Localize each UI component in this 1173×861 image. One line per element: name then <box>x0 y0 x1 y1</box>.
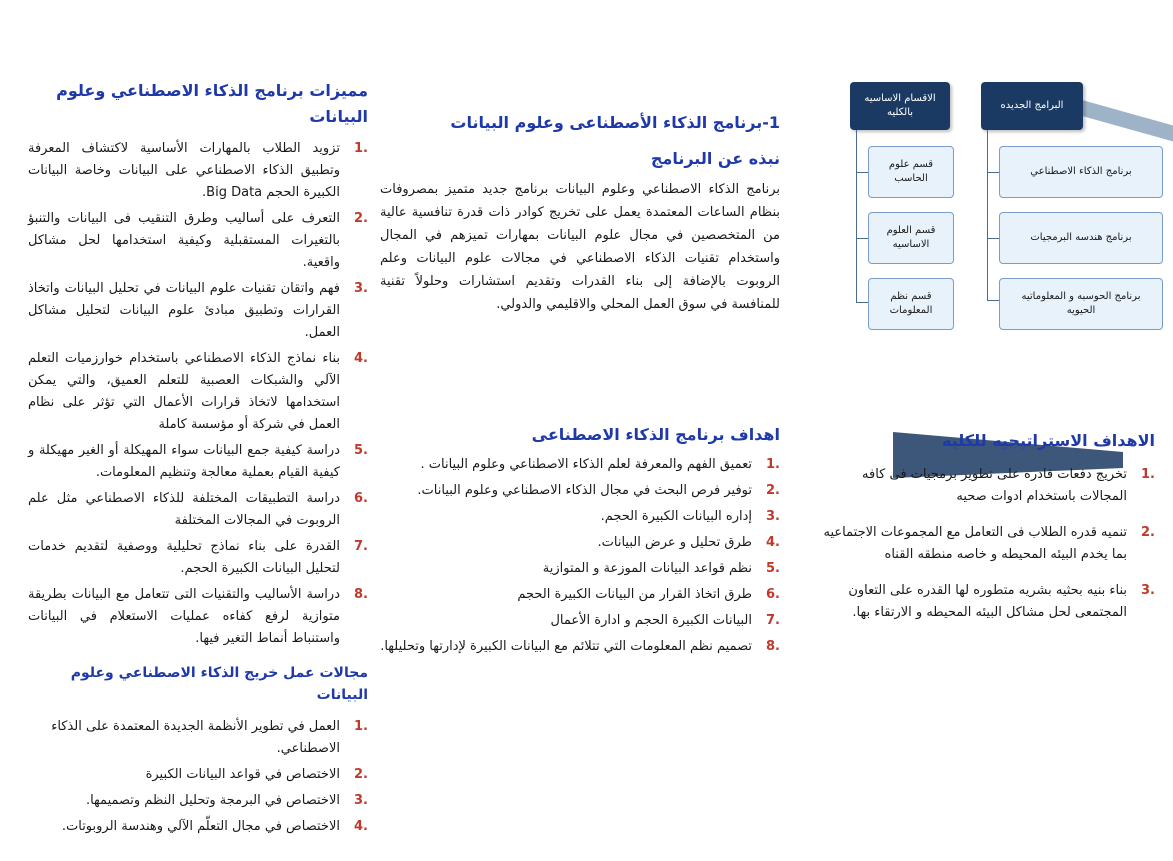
careers-title: مجالات عمل خريج الذكاء الاصطناعي وعلوم البيانات <box>70 665 368 703</box>
strategic-goals-list <box>815 464 1155 624</box>
features-title: مميزات برنامج الذكاء الاصطناعي وعلوم البيانات <box>56 81 368 126</box>
list-item: 8. دراسة الأساليب والتقنيات التى تتعامل مع البيانات بطريقة متوازية لرفع كفاءه عمليات الاستعلام في البيانات واستنباط أنماط التغير فيها. <box>28 587 368 646</box>
features-list <box>28 138 368 650</box>
list-item: 3. بناء بنيه بحثيه بشريه متطوره لها القدره على التعاون المجتمعى لحل مشاكل البيئه المحيطه و الارتقاء بها. <box>848 583 1155 620</box>
list-item: 2. التعرف على أساليب وطرق التنقيب فى البيانات والتنبؤ بالتغيرات المستقبلية وكيفية استخدامها لحل مشاكل واقعية. <box>28 211 368 270</box>
strategic-goals-title: الاهداف الاستراتيجيه للكليه <box>942 431 1155 450</box>
departments-head: الاقسام الاساسيه بالكليه <box>850 82 950 130</box>
list-item: 6. دراسة التطبيقات المختلفة للذكاء الاصطناعي مثل علم الروبوت في المجالات المختلفة <box>28 491 368 528</box>
list-item: 4. الاختصاص في مجال التعلّم الآلي وهندسة الروبوتات. <box>61 819 368 834</box>
list-item: 4. طرق تحليل و عرض البيانات. <box>597 535 780 550</box>
program-title: 1-برنامج الذكاء الأصطناعى وعلوم البيانات <box>450 113 780 132</box>
list-item: 4. بناء نماذج الذكاء الاصطناعي باستخدام خوارزميات التعلم الآلي والشبكات العصبية للتعلم العميق، والتي يمكن استخدامها لاتخاذ قرارات الأعمال التي تؤثر على نظام العمل في شركة أو مؤسسة كاملة <box>28 351 368 432</box>
list-item: 5. دراسة كيفية جمع البيانات سواء المهيكلة أو الغير مهيكلة و كيفية القيام بعملية معالجة وتنظيم المعلومات. <box>28 443 368 480</box>
list-item: 1. تعميق الفهم والمعرفة لعلم الذكاء الاصطناعي وعلوم البيانات . <box>420 457 780 472</box>
list-item: 3. الاختصاص في البرمجة وتحليل النظم وتصميمها. <box>85 793 368 808</box>
dept-box-is: قسم نظم المعلومات <box>868 278 954 330</box>
list-item: 1. تخريج دفعات قادره على تطوير برمجيات فى كافه المجالات باستخدام ادوات صحيه <box>862 467 1155 504</box>
list-item: 2. تنميه قدره الطلاب فى التعامل مع المجموعات الاجتماعيه بما يخدم البيئه المحيطه و خاصه منطقه القناه <box>823 525 1155 562</box>
list-item: 3. فهم واتقان تقنيات علوم البيانات في تحليل البيانات واتخاذ القرارات وتطبيق مبادئ علوم البيانات لتحليل مشاكل العمل. <box>28 281 368 340</box>
dept-box-basic-sciences: قسم العلوم الاساسيه <box>868 212 954 264</box>
list-item: 2. الاختصاص في قواعد البيانات الكبيرة <box>145 767 368 782</box>
list-item: 8. تصميم نظم المعلومات التي تتلائم مع البيانات الكبيرة لإدارتها وتحليلها. <box>380 639 780 654</box>
program-box-ai: برنامج الذكاء الاصطناعي <box>999 146 1163 198</box>
about-text: برنامج الذكاء الاصطناعي وعلوم البيانات برنامج جديد متميز بمصروفات بنظام الساعات المعتمدة يعمل على تخريج كوادر ذات قدرة تنافسية عالية من المتخصصين في مجال علوم البيانات بمهارات تميزهم في المجال واستخدام تقنيات الذكاء الاصطناعي في مجالات علوم البيانات وعلم الروبوت بالإضافة إلى بناء القدرات وتقديم استشارات وحلولاً تقنية للمنافسة في سوق العمل المحلي والاقليمي والدولي. <box>380 182 780 312</box>
program-goals-title: اهداف برنامج الذكاء الاصطناعى <box>531 425 780 444</box>
org-chart <box>845 80 1170 336</box>
list-item: 6. طرق اتخاذ القرار من البيانات الكبيرة الحجم <box>517 587 780 602</box>
list-item: 3. إداره البيانات الكبيرة الحجم. <box>600 509 780 524</box>
list-item: 2. توفير فرص البحث في مجال الذكاء الاصطناعي وعلوم البيانات. <box>417 483 780 498</box>
careers-list <box>28 716 368 838</box>
programs-head: البرامج الجديده <box>981 82 1083 130</box>
list-item: 7. القدرة على بناء نماذج تحليلية ووصفية لتقديم خدمات لتحليل البيانات الكبيرة الحجم. <box>28 539 368 576</box>
about-title: نبذه عن البرنامج <box>650 149 780 168</box>
decorative-strip <box>1075 96 1173 144</box>
list-item: 1. تزويد الطلاب بالمهارات الأساسية لاكتشاف المعرفة وتطبيق الذكاء الاصطناعي على البيانات وخاصة البيانات الكبيرة الحجم Big Data. <box>28 141 368 200</box>
dept-box-cs: قسم علوم الحاسب <box>868 146 954 198</box>
list-item: 5. نظم قواعد البيانات الموزعة و المتوازية <box>542 561 780 576</box>
program-box-software: برنامج هندسه البرمجيات <box>999 212 1163 264</box>
program-box-bioinformatics: برنامج الحوسبه و المعلوماتيه الحيويه <box>999 278 1163 330</box>
program-goals-list <box>380 454 780 658</box>
list-item: 1. العمل في تطوير الأنظمة الجديدة المعتمدة على الذكاء الاصطناعي. <box>51 719 368 756</box>
list-item: 7. البيانات الكبيرة الحجم و ادارة الأعمال <box>550 613 780 628</box>
